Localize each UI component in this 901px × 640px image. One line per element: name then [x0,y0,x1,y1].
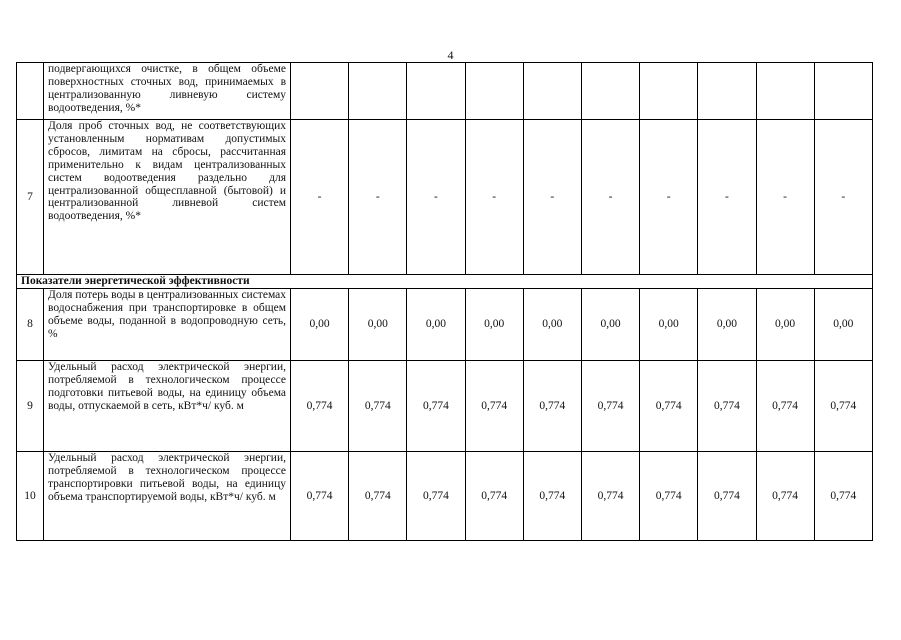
section-row [17,275,873,289]
value-cell: 0,774 [407,452,465,541]
value-cell: 0,00 [407,289,465,361]
value-cell: 0,00 [640,289,698,361]
value-cell: 0,774 [814,361,872,452]
value-cell: - [291,120,349,275]
value-cell [465,63,523,120]
value-cell: 0,774 [349,361,407,452]
value-cell: 0,774 [581,452,639,541]
value-cell: 0,774 [640,361,698,452]
value-cell: 0,774 [291,452,349,541]
table-row [17,63,873,120]
value-cell: - [814,120,872,275]
value-cell: - [407,120,465,275]
value-cell: 0,774 [349,452,407,541]
value-cell: - [698,120,756,275]
value-cell: 0,00 [581,289,639,361]
value-cell: - [756,120,814,275]
value-cell: 0,00 [349,289,407,361]
table-row [17,289,873,361]
value-cell [756,63,814,120]
table-body [17,63,873,541]
value-cell [407,63,465,120]
row-number [17,63,44,120]
value-cell: 0,774 [581,361,639,452]
value-cell: 0,774 [523,452,581,541]
indicator-description: Доля проб сточных вод, не соответствующих установленным нормативам допустимых сбросов, лимитам на сбросы, рассчитанная применительно к видам централизованных систем водоотведения раздельно для централизованной общесплавной (бытовой) и централизованной ливневой систем водоотведения, %* [44,120,291,275]
value-cell: - [465,120,523,275]
value-cell [814,63,872,120]
row-number: 9 [17,361,44,452]
value-cell: 0,774 [465,361,523,452]
value-cell [523,63,581,120]
value-cell [349,63,407,120]
value-cell: - [581,120,639,275]
value-cell: 0,774 [756,452,814,541]
row-number: 8 [17,289,44,361]
value-cell: 0,774 [465,452,523,541]
row-number: 10 [17,452,44,541]
table-row [17,452,873,541]
value-cell: 0,774 [756,361,814,452]
value-cell: - [523,120,581,275]
value-cell: 0,774 [291,361,349,452]
value-cell: 0,774 [407,361,465,452]
value-cell: - [349,120,407,275]
value-cell: 0,774 [523,361,581,452]
table-row [17,120,873,275]
value-cell [698,63,756,120]
value-cell: 0,00 [465,289,523,361]
indicator-description: Удельный расход электрической энергии, потребляемой в технологическом процессе подготовки питьевой воды, на единицу объема воды, отпускаемой в сеть, кВт*ч/ куб. м [44,361,291,452]
value-cell: 0,774 [814,452,872,541]
indicator-description: Доля потерь воды в централизованных системах водоснабжения при транспортировке в общем объеме воды, поданной в водопроводную сеть, % [44,289,291,361]
indicator-description: Удельный расход электрической энергии, потребляемой в технологическом процессе транспортировки питьевой воды, на единицу объема транспортируемой воды, кВт*ч/ куб. м [44,452,291,541]
value-cell: 0,774 [698,361,756,452]
value-cell: 0,00 [291,289,349,361]
value-cell: 0,00 [698,289,756,361]
page-number: 4 [447,48,454,62]
indicators-table [16,62,873,541]
value-cell: 0,00 [756,289,814,361]
value-cell: 0,774 [640,452,698,541]
section-heading-energy-efficiency: Показатели энергетической эффективности [17,275,873,289]
value-cell: 0,00 [814,289,872,361]
value-cell: 0,774 [698,452,756,541]
value-cell [640,63,698,120]
value-cell: 0,00 [523,289,581,361]
indicator-description: подвергающихся очистке, в общем объеме поверхностных сточных вод, принимаемых в централизованную ливневую систему водоотведения, %* [44,63,291,120]
value-cell: - [640,120,698,275]
value-cell [291,63,349,120]
value-cell [581,63,639,120]
table-row [17,361,873,452]
row-number: 7 [17,120,44,275]
